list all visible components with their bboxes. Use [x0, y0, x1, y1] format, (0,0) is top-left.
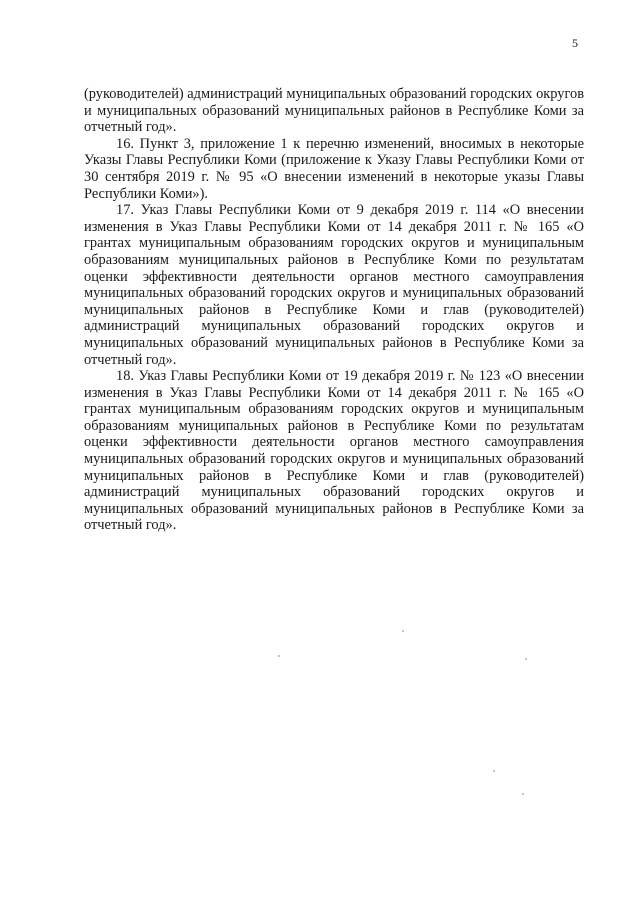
- paragraph-item-16: 16. Пункт 3, приложение 1 к перечню изменений, вносимых в некоторые Указы Главы Республики Коми (приложение к Указу Главы Республики Коми от 30 сентября 2019 г. № 95 «О внесении изменений в некоторые указы Главы Республики Коми»).: [84, 135, 584, 202]
- page-number: 5: [572, 36, 578, 50]
- scan-speck: [525, 658, 527, 660]
- scan-speck: [493, 770, 495, 772]
- paragraph-continuation: (руководителей) администраций муниципальных образований городских округов и муниципальных образований муниципальных районов в Республике Коми за отчетный год».: [84, 86, 584, 136]
- scan-speck: [522, 793, 524, 795]
- paragraph-item-18: 18. Указ Главы Республики Коми от 19 декабря 2019 г. № 123 «О внесении изменения в Указ Главы Республики Коми от 14 декабря 2011 г. № 165 «О грантах муниципальным образованиям городских округов и муниципальным образованиям муниципальных районов в Республике Коми по результатам оценки эффективности деятельности органов местного самоуправления муниципальных образований городских округов и муниципальных образований муниципальных районов в Республике Коми и глав (руководителей) администраций муниципальных образований городских округов и муниципальных образований муниципальных районов в Республике Коми за отчетный год».: [84, 368, 584, 534]
- document-body: [84, 86, 584, 534]
- paragraph-item-17: 17. Указ Главы Республики Коми от 9 декабря 2019 г. 114 «О внесении изменения в Указ Главы Республики Коми от 14 декабря 2011 г. № 165 «О грантах муниципальным образованиям городских округов и муниципальным образованиям муниципальных районов в Республике Коми по результатам оценки эффективности деятельности органов местного самоуправления муниципальных образований городских округов и муниципальных образований муниципальных районов в Республике Коми и глав (руководителей) администраций муниципальных образований городских округов и муниципальных образований муниципальных районов в Республике Коми за отчетный год».: [84, 202, 584, 368]
- scan-speck: [402, 630, 404, 632]
- scan-speck: [278, 655, 280, 657]
